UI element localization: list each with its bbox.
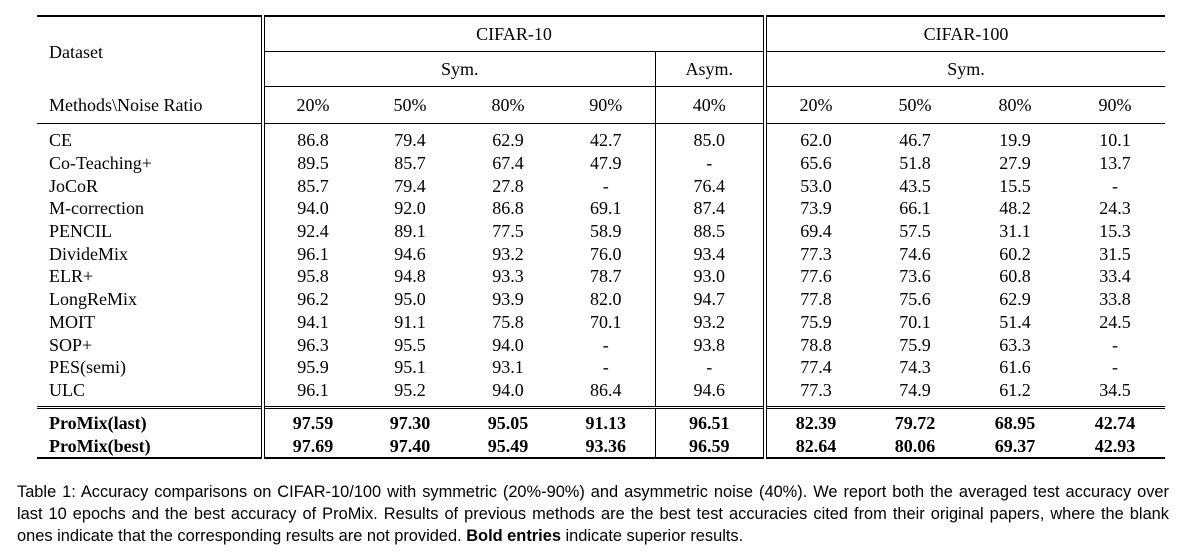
value-cell: 96.2 (297, 289, 329, 310)
value-cell: 87.4 (655, 197, 765, 220)
table-row (37, 220, 1165, 243)
value-cell: 96.51 (655, 408, 765, 435)
value-cell: 78.7 (557, 265, 655, 288)
value-cell: 27.8 (492, 175, 524, 196)
value-cell: 69.37 (965, 434, 1065, 458)
promix-row (37, 408, 1165, 435)
value-cell: 94.0 (492, 334, 524, 355)
method-cell: ProMix(best) (37, 434, 263, 458)
dataset-header: Dataset (37, 16, 263, 87)
value-cell: 88.5 (655, 220, 765, 243)
header-row-noise-ratio (37, 87, 1165, 124)
value-cell: 86.4 (557, 379, 655, 408)
value-cell: 82.64 (765, 434, 865, 458)
value-cell: 42.7 (557, 124, 655, 152)
ratio-header: 90% (557, 87, 655, 124)
value-cell: 42.74 (1065, 408, 1165, 435)
value-cell: - (557, 174, 655, 197)
table-row (37, 124, 1165, 152)
value-cell: 95.2 (394, 379, 426, 400)
table-row (37, 174, 1165, 197)
value-cell: 34.5 (1099, 379, 1131, 400)
method-cell: JoCoR (37, 174, 263, 197)
value-cell: 93.4 (655, 242, 765, 265)
value-cell: 94.8 (394, 266, 426, 287)
value-cell: 79.4 (361, 124, 459, 152)
value-cell: 82.0 (557, 288, 655, 311)
ratio-header: 50% (898, 95, 932, 115)
value-cell: 95.1 (394, 357, 426, 378)
value-cell: 63.3 (999, 334, 1031, 355)
table-row (37, 311, 1165, 334)
value-cell: 62.9 (459, 124, 557, 152)
value-cell: 79.72 (865, 408, 965, 435)
value-cell: - (1112, 334, 1118, 355)
ratio-header: 90% (1098, 95, 1132, 115)
value-cell: 91.1 (394, 311, 426, 332)
value-cell: 93.8 (655, 333, 765, 356)
value-cell: 91.13 (557, 408, 655, 435)
method-cell: SOP+ (37, 333, 263, 356)
value-cell: 93.1 (492, 357, 524, 378)
method-cell: MOIT (37, 311, 263, 334)
value-cell: 85.0 (655, 124, 765, 152)
value-cell: 86.8 (492, 198, 524, 219)
methods-header: Methods\Noise Ratio (37, 87, 263, 124)
method-cell: Co-Teaching+ (37, 152, 263, 175)
method-cell: PES(semi) (37, 356, 263, 379)
value-cell: 92.4 (297, 221, 329, 242)
value-cell: 75.9 (899, 334, 931, 355)
value-cell: 69.4 (800, 221, 832, 242)
caption-bold-text: Bold entries (466, 527, 561, 545)
value-cell: 80.06 (865, 434, 965, 458)
value-cell: 94.6 (394, 243, 426, 264)
value-cell: 89.1 (394, 221, 426, 242)
results-table (37, 15, 1165, 459)
value-cell: 94.7 (655, 288, 765, 311)
value-cell: 97.69 (263, 434, 361, 458)
value-cell: 62.0 (765, 124, 865, 152)
value-cell: 67.4 (492, 153, 524, 174)
value-cell: 70.1 (557, 311, 655, 334)
cifar100-header: CIFAR-100 (765, 16, 1165, 52)
value-cell: 94.0 (492, 379, 524, 400)
value-cell: 69.1 (557, 197, 655, 220)
value-cell: 93.3 (492, 266, 524, 287)
value-cell: 94.1 (297, 311, 329, 332)
value-cell: 19.9 (965, 124, 1065, 152)
value-cell: 96.3 (297, 334, 329, 355)
value-cell: 95.9 (297, 357, 329, 378)
value-cell: 94.6 (655, 379, 765, 408)
value-cell: 96.59 (655, 434, 765, 458)
value-cell: 95.5 (394, 334, 426, 355)
value-cell: 42.93 (1065, 434, 1165, 458)
value-cell: 96.1 (297, 379, 329, 400)
value-cell: 66.1 (899, 198, 931, 219)
table-row (37, 356, 1165, 379)
value-cell: 31.1 (999, 221, 1031, 242)
ratio-header: 50% (393, 95, 427, 115)
value-cell: 73.6 (899, 266, 931, 287)
method-cell: CE (37, 124, 263, 152)
cifar10-sym-header: Sym. (263, 52, 655, 87)
method-cell: M-correction (37, 197, 263, 220)
method-cell: ELR+ (37, 265, 263, 288)
value-cell: 57.5 (899, 221, 931, 242)
value-cell: 15.5 (999, 175, 1031, 196)
cifar10-header: CIFAR-10 (263, 16, 765, 52)
value-cell: 95.49 (459, 434, 557, 458)
value-cell: 62.9 (999, 289, 1031, 310)
value-cell: 24.3 (1099, 198, 1131, 219)
cifar100-sym-header: Sym. (765, 52, 1165, 87)
value-cell: 95.0 (394, 289, 426, 310)
value-cell: 77.6 (800, 266, 832, 287)
promix-row (37, 434, 1165, 458)
value-cell: 27.9 (999, 153, 1031, 174)
value-cell: 46.7 (865, 124, 965, 152)
table-caption (17, 481, 1169, 547)
value-cell: 77.3 (800, 379, 832, 400)
method-cell: DivideMix (37, 242, 263, 265)
table-row (37, 152, 1165, 175)
value-cell: 95.8 (297, 266, 329, 287)
value-cell: 75.6 (899, 289, 931, 310)
value-cell: 86.8 (263, 124, 361, 152)
value-cell: 48.2 (999, 198, 1031, 219)
value-cell: 60.8 (999, 266, 1031, 287)
value-cell: 24.5 (1099, 311, 1131, 332)
value-cell: - (557, 356, 655, 379)
table-row (37, 265, 1165, 288)
value-cell: 79.4 (394, 175, 426, 196)
value-cell: 70.1 (899, 311, 931, 332)
value-cell: 93.9 (492, 289, 524, 310)
table-row (37, 197, 1165, 220)
table-row (37, 379, 1165, 408)
value-cell: 75.9 (800, 311, 832, 332)
value-cell: 60.2 (999, 243, 1031, 264)
cifar10-asym-header: Asym. (655, 52, 765, 87)
method-cell: LongReMix (37, 288, 263, 311)
value-cell: - (655, 356, 765, 379)
value-cell: 93.36 (557, 434, 655, 458)
value-cell: - (655, 152, 765, 175)
header-row-datasets (37, 16, 1165, 52)
table-row (37, 333, 1165, 356)
value-cell: 97.59 (263, 408, 361, 435)
value-cell: 74.3 (899, 357, 931, 378)
value-cell: 51.8 (899, 153, 931, 174)
method-cell: PENCIL (37, 220, 263, 243)
ratio-header: 20% (799, 95, 833, 115)
value-cell: 95.05 (459, 408, 557, 435)
value-cell: 77.4 (800, 357, 832, 378)
value-cell: - (557, 333, 655, 356)
value-cell: 58.9 (557, 220, 655, 243)
value-cell: 53.0 (800, 175, 832, 196)
value-cell: 74.9 (899, 379, 931, 400)
value-cell: 33.4 (1099, 266, 1131, 287)
value-cell: 89.5 (297, 153, 329, 174)
value-cell: 51.4 (999, 311, 1031, 332)
value-cell: 61.6 (999, 357, 1031, 378)
method-cell: ProMix(last) (37, 408, 263, 435)
value-cell: 82.39 (765, 408, 865, 435)
table-row (37, 242, 1165, 265)
value-cell: 61.2 (999, 379, 1031, 400)
value-cell: 73.9 (800, 198, 832, 219)
value-cell: 93.2 (492, 243, 524, 264)
value-cell: 15.3 (1099, 221, 1131, 242)
value-cell: 97.30 (361, 408, 459, 435)
value-cell: 94.0 (297, 198, 329, 219)
value-cell: 85.7 (394, 153, 426, 174)
ratio-header: 80% (998, 95, 1032, 115)
promix-rows (37, 408, 1165, 459)
method-cell: ULC (37, 379, 263, 408)
value-cell: 85.7 (297, 175, 329, 196)
caption-text-end: indicate superior results. (565, 527, 744, 545)
value-cell: 10.1 (1065, 124, 1165, 152)
baseline-rows (37, 124, 1165, 408)
value-cell: 76.4 (655, 174, 765, 197)
value-cell: 65.6 (800, 153, 832, 174)
caption-text: Table 1: Accuracy comparisons on CIFAR-10/100 with symmetric (20%-90%) and asymmetric noise (40%). We report both the averaged test accuracy over last 10 epochs and the best accuracy of ProMix. Results of previous methods are the best test accuracies cited from their original papers, where the blank ones indicate that the corresponding results are not provided. (17, 483, 1169, 545)
value-cell: 74.6 (899, 243, 931, 264)
value-cell: 93.2 (655, 311, 765, 334)
value-cell: 33.8 (1099, 289, 1131, 310)
table-row (37, 288, 1165, 311)
value-cell: 97.40 (361, 434, 459, 458)
value-cell: 78.8 (800, 334, 832, 355)
value-cell: 75.8 (492, 311, 524, 332)
ratio-header: 40% (655, 87, 765, 124)
value-cell: 76.0 (557, 242, 655, 265)
value-cell: 77.5 (492, 221, 524, 242)
value-cell: 92.0 (394, 198, 426, 219)
value-cell: 47.9 (557, 152, 655, 175)
value-cell: - (1112, 357, 1118, 378)
value-cell: 77.3 (800, 243, 832, 264)
value-cell: 77.8 (800, 289, 832, 310)
value-cell: 13.7 (1099, 153, 1131, 174)
value-cell: - (1112, 175, 1118, 196)
value-cell: 31.5 (1099, 243, 1131, 264)
value-cell: 68.95 (965, 408, 1065, 435)
value-cell: 96.1 (297, 243, 329, 264)
ratio-header: 80% (491, 95, 525, 115)
value-cell: 93.0 (655, 265, 765, 288)
value-cell: 43.5 (899, 175, 931, 196)
ratio-header: 20% (296, 95, 330, 115)
